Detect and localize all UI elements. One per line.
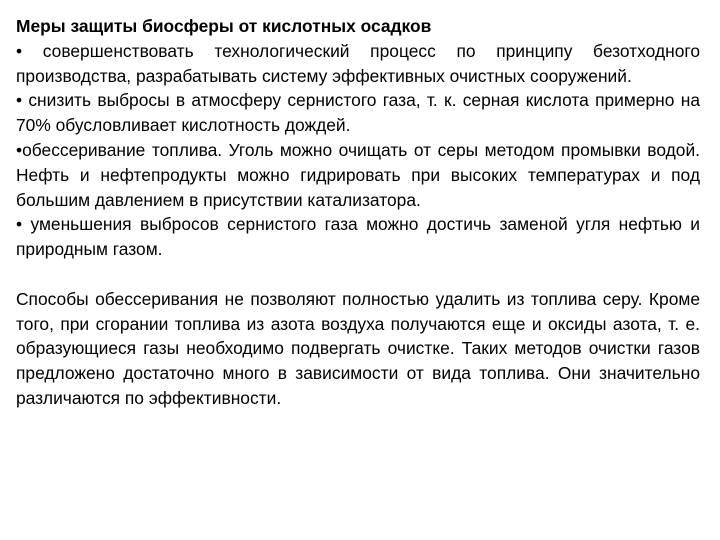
bullet-item: • совершенствовать технологический процесс по принципу безотходного производства, разрабатывать систему эффективных очистных сооружений. (16, 40, 700, 86)
paragraph-spacer (16, 262, 700, 287)
bullet-item: •обессеривание топлива. Уголь можно очищать от серы методом промывки водой. Нефть и нефтепродукты можно гидрировать при высоких температурах и под большим давлением в присутствии катализатора. (16, 139, 700, 210)
slide-content (16, 14, 700, 411)
slide-title: Меры защиты биосферы от кислотных осадков (16, 16, 432, 36)
body-paragraph: Способы обессеривания не позволяют полностью удалить из топлива серу. Кроме того, при сгорании топлива из азота воздуха получаются еще и оксиды азота, т. е. образующиеся газы необходимо подвергать очистке. Таких методов очистки газов предложено достаточно много в зависимости от вида топлива. Они значительно различаются по эффективности. (16, 288, 700, 408)
bullet-item: • снизить выбросы в атмосферу сернистого газа, т. к. серная кислота примерно на 70% обусловливает кислотность дождей. (16, 90, 700, 136)
bullet-item: • уменьшения выбросов сернистого газа можно достичь заменой угля нефтью и природным газом. (16, 214, 700, 260)
